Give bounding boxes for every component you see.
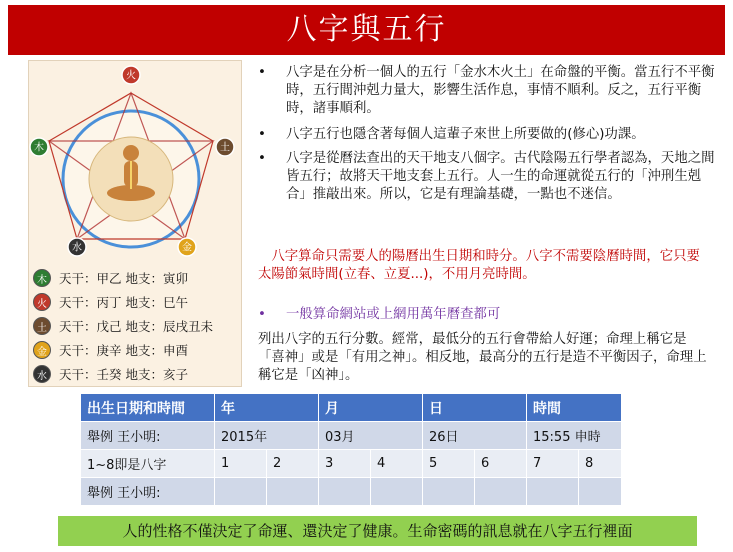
header-day: 日 <box>423 394 527 422</box>
element-mark-label: 土 <box>220 142 230 154</box>
cell-time: 15:55 申時 <box>527 422 622 450</box>
bullet-item <box>258 126 720 144</box>
bullet-dot: • <box>258 151 266 166</box>
cell-number: 1 <box>215 450 267 478</box>
legend-text: 天干：戊己 地支：辰戌丑未 <box>59 319 213 334</box>
bullet-dot: • <box>258 65 266 80</box>
header-month: 月 <box>319 394 423 422</box>
cell-year: 2015年 <box>215 422 319 450</box>
table-header-row <box>81 394 622 422</box>
five-elements-figure <box>28 60 242 387</box>
legend-row <box>33 315 213 337</box>
row-label: 舉例 王小明: <box>81 478 215 506</box>
red-note: 八字算命只需要人的陽曆出生日期和時分。八字不需要陰曆時間，它只要太陽節氣時間(立春、立夏...)，不用月亮時間。 <box>258 249 700 282</box>
table-row <box>81 450 622 478</box>
bullet-list <box>258 64 720 204</box>
table-row <box>81 478 622 506</box>
element-mark-label: 金 <box>182 242 192 254</box>
cell-empty <box>215 478 267 506</box>
footer-banner: 人的性格不僅決定了命運、還決定了健康。生命密碼的訊息就在八字五行裡面 <box>58 516 697 546</box>
legend-text: 天干：丙丁 地支：巳午 <box>59 295 188 310</box>
cell-number: 6 <box>475 450 527 478</box>
element-mark-label: 水 <box>72 242 82 254</box>
element-dot-icon: 金 <box>33 341 51 359</box>
legend-text: 天干：甲乙 地支：寅卯 <box>59 271 188 286</box>
cell-empty <box>527 478 579 506</box>
element-dot-icon: 火 <box>33 293 51 311</box>
five-elements-diagram <box>29 61 243 266</box>
birth-datetime-table <box>80 393 622 506</box>
header-time: 時間 <box>527 394 622 422</box>
cell-number: 4 <box>371 450 423 478</box>
purple-bullet-text: 一般算命網站或上網用萬年曆查都可 <box>286 307 501 322</box>
element-dot-icon: 水 <box>33 365 51 383</box>
cell-number: 3 <box>319 450 371 478</box>
score-paragraph: 列出八字的五行分數。經常，最低分的五行會帶給人好運；命理上稱它是「喜神」或是「有用之神」。相反地，最高分的五行是造不平衡因子，命理上稱它是「凶神」。 <box>258 332 707 383</box>
legend-text: 天干：庚辛 地支：申酉 <box>59 343 188 358</box>
row-label: 舉例 王小明: <box>81 422 215 450</box>
cell-empty <box>423 478 475 506</box>
legend-row <box>33 267 188 289</box>
legend-row <box>33 339 188 361</box>
bullet-text: 八字是從曆法查出的天干地支八個字。古代陰陽五行學者認為，天地之間皆五行；故將天干地支套上五行。人一生的命運就從五行的「沖刑生剋合」推敲出來。所以，它是有理論基礎，一點也不迷信。 <box>286 151 715 202</box>
bullet-text: 八字五行也隱含著每個人這輩子來世上所要做的(修心)功課。 <box>286 127 645 142</box>
cell-empty <box>579 478 622 506</box>
legend-row <box>33 363 188 385</box>
cell-empty <box>475 478 527 506</box>
cell-month: 03月 <box>319 422 423 450</box>
bullet-dot: • <box>258 307 266 322</box>
cell-number: 8 <box>579 450 622 478</box>
slide-title: 八字與五行 <box>8 5 725 55</box>
header-datetime: 出生日期和時間 <box>81 394 215 422</box>
bullet-dot: • <box>258 127 266 142</box>
cell-number: 5 <box>423 450 475 478</box>
bullet-item <box>258 150 720 204</box>
header-year: 年 <box>215 394 319 422</box>
bullet-text: 八字是在分析一個人的五行「金水木火土」在命盤的平衡。當五行不平衡時，五行間沖剋力量大，影響生活作息，事情不順利。反之，五行平衡時，諸事順利。 <box>286 65 715 116</box>
row-label: 1~8即是八字 <box>81 450 215 478</box>
element-dot-icon: 土 <box>33 317 51 335</box>
cell-number: 7 <box>527 450 579 478</box>
cell-number: 2 <box>267 450 319 478</box>
purple-bullet <box>258 306 500 324</box>
legend-row <box>33 291 188 313</box>
cell-empty <box>371 478 423 506</box>
element-dot-icon: 木 <box>33 269 51 287</box>
cell-empty <box>319 478 371 506</box>
cell-day: 26日 <box>423 422 527 450</box>
table-row <box>81 422 622 450</box>
legend-text: 天干：壬癸 地支：亥子 <box>59 367 188 382</box>
element-mark-label: 木 <box>34 142 44 154</box>
cell-empty <box>267 478 319 506</box>
bullet-item <box>258 64 720 118</box>
element-mark-label: 火 <box>126 70 136 82</box>
